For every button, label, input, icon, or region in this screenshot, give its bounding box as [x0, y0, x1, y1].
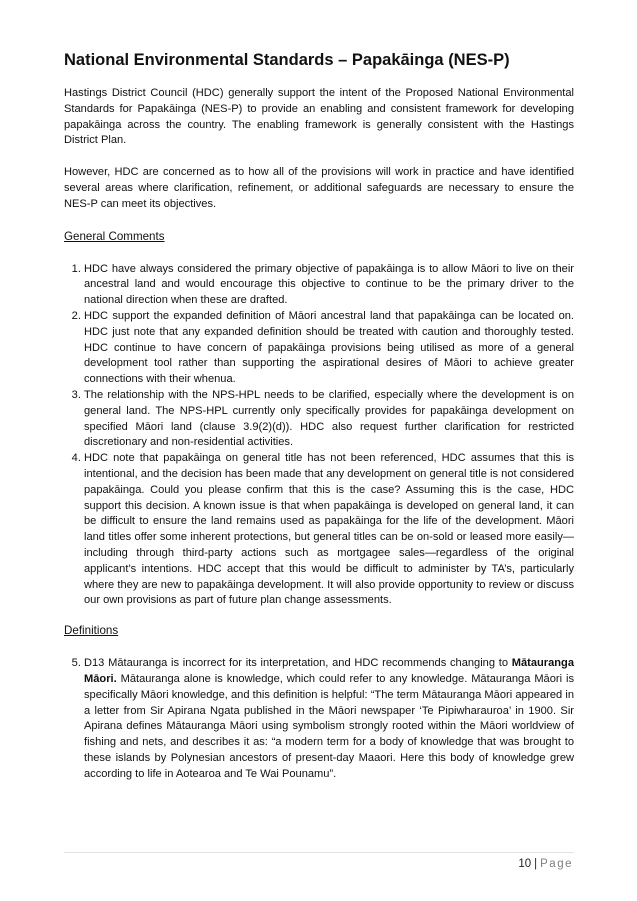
list-item: 4. HDC note that papakāinga on general title has not been referenced, HDC assumes that this is intentional, and the decision has been made that any development on general title is not considered papakāinga. Could you please confirm that this is the case? Assuming this is the case, HDC support this decision. A known issue is that when papakāinga is developed on general land, it can be difficult to ensure the land remains used as papakāinga for the life of the development. Māori land titles offer some inherent protections, but general titles can be on-sold or leased more easily—including through third-party actions such as mortgagee sales—regardless of the original applicant’s intentions. HDC accept that this would be difficult to administer by TA’s, particularly where they are new to papakāinga development. It will also provide opportunity to review or discuss our own provisions as part of future plan change assessments.	[84, 451, 574, 609]
page-footer	[518, 858, 573, 870]
page-label: Page	[540, 858, 573, 870]
footer-separator: |	[534, 858, 538, 870]
general-comments-list	[64, 262, 574, 610]
intro-paragraph-2: However, HDC are concerned as to how all of the provisions will work in practice and have identified several areas where clarification, refinement, or additional safeguards are necessary to ensure the NES-P can meet its objectives.	[64, 166, 574, 210]
definition-text-rest: Mātauranga alone is knowledge, which could refer to any knowledge. Mātauranga Māori is specifically Māori knowledge, and this definition is helpful: “The term Mātauranga Māori appeared in a letter from Sir Apirana Ngata published in the Māori newspaper ‘Te Pipiwharauroa’ in 1900. Sir Apirana defines Mātauranga Māori using symbolism strongly rooted within the Māori worldview of fishing and nets, and describes it as: “a modern term for a body of knowledge that was brought to these islands by Polynesian ancestors of present-day Maaori. Here this body of knowledge grew according to life in Aotearoa and Te Wai Pounamu”.	[84, 672, 574, 780]
page-title: National Environmental Standards – Papakāinga (NES-P)	[64, 51, 510, 69]
list-item: 1. HDC have always considered the primary objective of papakāinga is to allow Māori to live on their ancestral land and would encourage this objective to continue to be the primary driver to the national direction when these are drafted.	[84, 262, 574, 309]
general-comments-heading: General Comments	[64, 229, 165, 243]
list-item: 3. The relationship with the NPS-HPL needs to be clarified, especially where the development is on general land. The NPS-HPL currently only specifically provides for papakāinga development on specified Māori land (clause 3.9(2)(d)). HDC also request further clarification for restricted discretionary and non-residential activities.	[84, 388, 574, 451]
list-item: 2. HDC support the expanded definition of Māori ancestral land that papakāinga can be located on. HDC just note that any expanded definition should be treated with caution and thoroughly tested. HDC continue to have concern of papakāinga provisions being utilised as more of a general development tool rather than supporting the aspirational desires of Māori to achieve greater connections with their whenua.	[84, 309, 574, 388]
footer-divider	[64, 852, 574, 853]
definition-term: Mātauranga Māori.	[84, 657, 574, 685]
definition-text-start: D13 Mātauranga is incorrect for its interpretation, and HDC recommends changing to	[84, 657, 512, 670]
intro-paragraph-1: Hastings District Council (HDC) generally support the intent of the Proposed National Environmental Standards for Papakāinga (NES-P) to provide an enabling and consistent framework for developing papakāinga across the country. The enabling framework is generally consistent with the Hastings District Plan.	[64, 87, 574, 147]
definitions-heading: Definitions	[64, 624, 119, 638]
definitions-list	[64, 656, 574, 782]
page-number: 10	[518, 858, 532, 870]
document-page	[64, 50, 574, 796]
list-item	[84, 656, 574, 782]
